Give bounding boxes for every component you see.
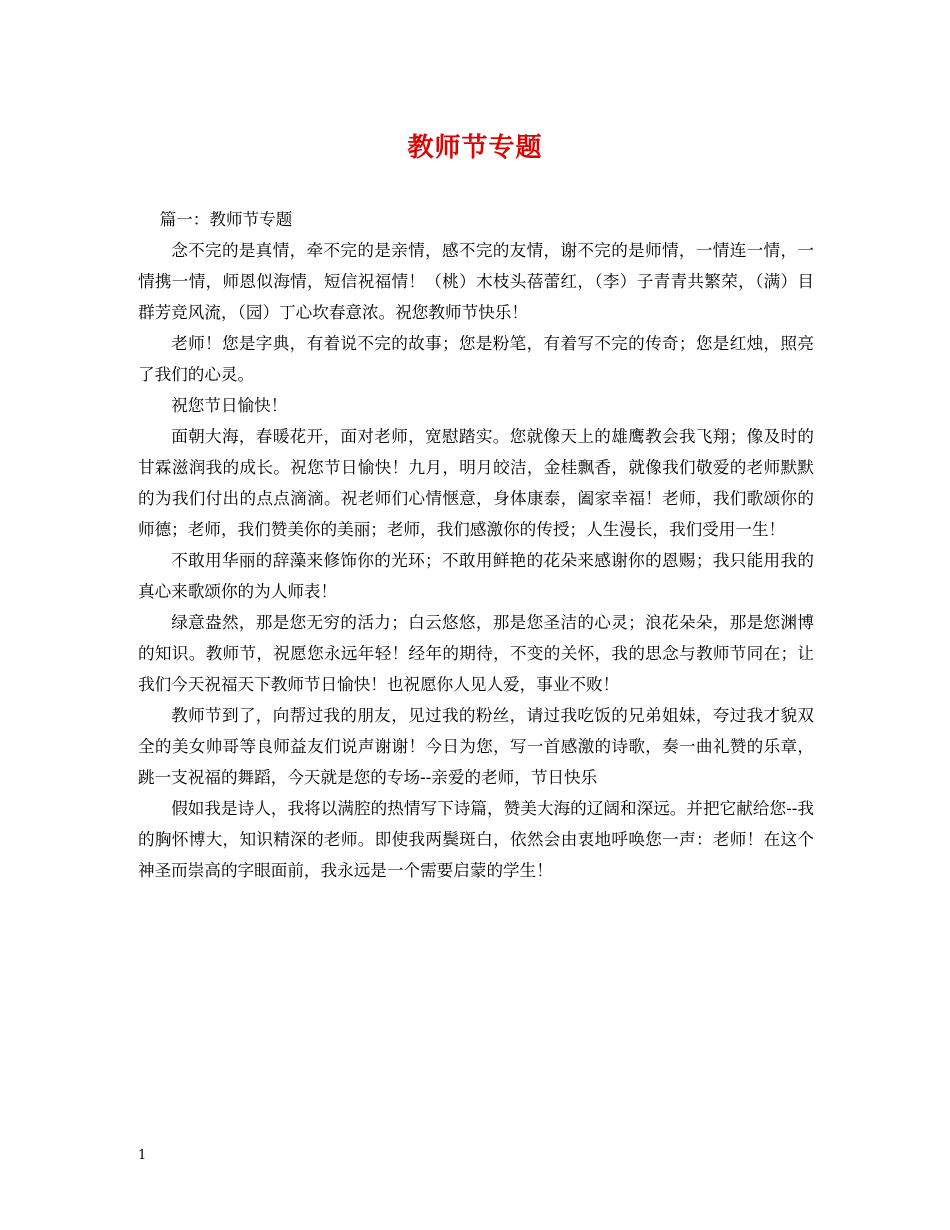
paragraph-1: 念不完的是真情，牵不完的是亲情，感不完的友情，谢不完的是师情，一情连一情，一情携一情，师恩似海情，短信祝福情！（桃）木枝头蓓蕾红，（李）子青青共繁荣，（满）目群芳竞风流，（园）丁心坎春意浓。祝您教师节快乐！ xyxy=(138,241,814,322)
paragraph-2: 老师！您是字典，有着说不完的故事；您是粉笔，有着写不完的传奇；您是红烛，照亮了我们的心灵。 xyxy=(138,334,814,384)
paragraph-3: 祝您节日愉快！ xyxy=(171,396,288,415)
paragraph-5: 不敢用华丽的辞藻来修饰你的光环；不敢用鲜艳的花朵来感谢你的恩赐；我只能用我的真心来歌颂你的为人师表！ xyxy=(138,551,814,601)
paragraph-7: 教师节到了，向帮过我的朋友，见过我的粉丝，请过我吃饭的兄弟姐妹，夸过我才貌双全的美女帅哥等良师益友们说声谢谢！今日为您，写一首感激的诗歌，奏一曲礼赞的乐章，跳一支祝福的舞蹈，今天就是您的专场--亲爱的老师，节日快乐 xyxy=(138,706,814,787)
document-body xyxy=(138,204,814,886)
paragraph-8: 假如我是诗人，我将以满腔的热情写下诗篇，赞美大海的辽阔和深远。并把它献给您--我的胸怀博大，知识精深的老师。即使我两鬓斑白，依然会由衷地呼唤您一声：老师！在这个神圣而崇高的字眼面前，我永远是一个需要启蒙的学生！ xyxy=(138,799,814,880)
paragraph-4: 面朝大海，春暖花开，面对老师，宽慰踏实。您就像天上的雄鹰教会我飞翔；像及时的甘霖滋润我的成长。祝您节日愉快！九月，明月皎洁，金桂飘香，就像我们敬爱的老师默默的为我们付出的点点滴滴。祝老师们心情惬意，身体康泰，阖家幸福！老师，我们歌颂你的师德；老师，我们赞美你的美丽；老师，我们感激你的传授；人生漫长，我们受用一生！ xyxy=(138,427,814,539)
section-heading: 篇一：教师节专题 xyxy=(159,210,293,229)
paragraph-6: 绿意盎然，那是您无穷的活力；白云悠悠，那是您圣洁的心灵；浪花朵朵，那是您渊博的知识。教师节，祝愿您永远年轻！经年的期待，不变的关怀，我的思念与教师节同在；让我们今天祝福天下教师节日愉快！也祝愿你人见人爱，事业不败！ xyxy=(138,613,814,694)
page-title: 教师节专题 xyxy=(407,133,543,163)
page-number: 1 xyxy=(138,1148,147,1163)
